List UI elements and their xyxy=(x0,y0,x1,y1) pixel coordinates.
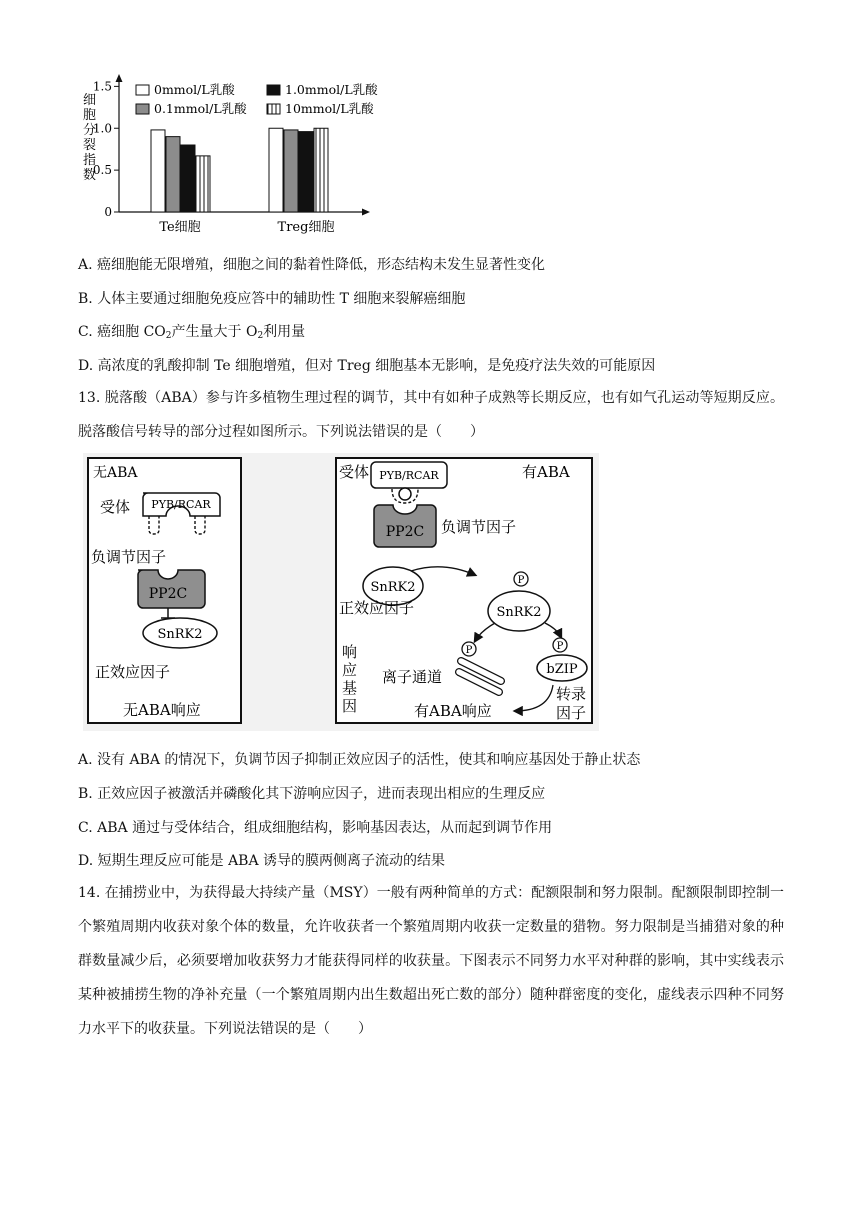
gene-label-1: 响 xyxy=(342,643,358,661)
y-tick-label: 1.5 xyxy=(92,79,112,94)
bar-0-1 xyxy=(166,137,180,212)
right-pos-effector-label: 正效应因子 xyxy=(339,599,415,617)
left-pos-effector-label: 正效应因子 xyxy=(95,663,171,681)
q12-option-c xyxy=(78,323,305,345)
y-tick-label: 1.0 xyxy=(92,121,112,136)
phosphate-label-bzip: P xyxy=(556,641,564,652)
left-snrk2-label: SnRK2 xyxy=(157,627,203,642)
q13-option-b: B. 正效应因子被激活并磷酸化其下游响应因子，进而表现出相应的生理反应 xyxy=(78,786,546,802)
y-tick-label: 0 xyxy=(104,205,112,219)
gene-label-4: 因 xyxy=(342,697,358,715)
q13-option-d: D. 短期生理反应可能是 ABA 诱导的膜两侧离子流动的结果 xyxy=(78,853,446,869)
right-title: 有ABA xyxy=(522,463,570,481)
y-tick-label: 0.5 xyxy=(92,163,112,178)
x-axis-arrow-icon xyxy=(362,209,370,216)
aba-molecule-icon xyxy=(399,488,411,500)
left-footer: 无ABA响应 xyxy=(123,701,201,719)
panel-no-aba-title: 无ABA xyxy=(93,465,138,481)
right-snrk2-inactive-label: SnRK2 xyxy=(370,580,416,595)
phosphate-label-channel: P xyxy=(465,645,473,656)
legend-label-0: 0mmol/L乳酸 xyxy=(154,82,235,97)
ion-channel-label: 离子通道 xyxy=(382,668,443,686)
right-receptor-name: PYB/RCAR xyxy=(379,469,439,482)
bar-1-1 xyxy=(284,130,298,212)
bar-1-3 xyxy=(314,128,328,212)
q13-option-a: A. 没有 ABA 的情况下，负调节因子抑制正效应因子的活性，使其和响应基因处于静止状态 xyxy=(78,752,641,768)
phosphate-label-snrk2: P xyxy=(517,575,525,586)
left-pp2c-label: PP2C xyxy=(148,586,188,602)
tf-label-2: 因子 xyxy=(556,704,587,722)
q12-option-c-part3: 利用量 xyxy=(263,324,306,340)
q12-option-c-sub2: 2 xyxy=(257,331,264,341)
gene-label-2: 应 xyxy=(342,661,358,679)
bar-chart xyxy=(70,70,400,240)
right-snrk2-active-label: SnRK2 xyxy=(496,605,542,620)
legend-label-3: 10mmol/L乳酸 xyxy=(285,101,374,116)
bar-0-0 xyxy=(151,130,165,212)
left-receptor-name: PYB/RCAR xyxy=(151,498,211,511)
bar-1-0 xyxy=(269,128,283,212)
q12-option-c-part1: C. 癌细胞 CO xyxy=(78,324,166,340)
legend-swatch-2 xyxy=(267,85,280,95)
category-label-te: Te细胞 xyxy=(159,220,201,235)
q12-option-b: B. 人体主要通过细胞免疫应答中的辅助性 T 细胞来裂解癌细胞 xyxy=(78,291,466,307)
bar-1-2 xyxy=(299,132,313,212)
right-receptor-label: 受体 xyxy=(339,463,370,481)
legend-swatch-3 xyxy=(267,104,280,114)
right-pp2c-label: PP2C xyxy=(385,524,425,540)
q12-option-c-part2: 产生量大于 O xyxy=(171,324,258,340)
q12-option-c-sub1: 2 xyxy=(165,331,172,341)
q12-option-a: A. 癌细胞能无限增殖，细胞之间的黏着性降低，形态结构未发生显著性变化 xyxy=(78,257,546,273)
aba-signaling-diagram xyxy=(83,453,599,731)
legend-label-1: 0.1mmol/L乳酸 xyxy=(154,101,247,116)
y-axis-label: 细胞分裂指数 xyxy=(83,93,97,183)
q13-stem: 13. 脱落酸（ABA）参与许多植物生理过程的调节，其中有如种子成熟等长期反应，也有如气孔运动等短期反应。脱落酸信号转导的部分过程如图所示。下列说法错误的是（ ） xyxy=(78,390,784,440)
left-receptor-label: 受体 xyxy=(100,498,131,516)
legend-swatch-0 xyxy=(136,85,149,95)
bar-0-2 xyxy=(181,145,195,212)
right-response-label: 有ABA响应 xyxy=(414,702,492,720)
tf-label-1: 转录 xyxy=(556,685,587,703)
bar-0-3 xyxy=(196,156,210,212)
q13-option-c: C. ABA 通过与受体结合，组成细胞结构，影响基因表达，从而起到调节作用 xyxy=(78,820,553,836)
legend-swatch-1 xyxy=(136,104,149,114)
q12-option-d: D. 高浓度的乳酸抑制 Te 细胞增殖，但对 Treg 细胞基本无影响，是免疫疗法失效的可能原因 xyxy=(78,358,656,374)
category-label-treg: Treg细胞 xyxy=(277,220,335,235)
q14-stem: 14. 在捕捞业中，为获得最大持续产量（MSY）一般有两种简单的方式：配额限制和努力限制。配额限制即控制一个繁殖周期内收获对象个体的数量，允许收获者一个繁殖周期内收获一定数量的猎物。努力限制是当捕猎对象的种群数量减少后，必须要增加收获努力才能获得同样的收获量。下图表示不同努力水平对种群的影响，其中实线表示某种被捕捞生物的净补充量（一个繁殖周期内出生数超出死亡数的部分）随种群密度的变化，虚线表示四种不同努力水平下的收获量。下列说法错误的是（ ） xyxy=(78,885,784,1037)
gene-label-3: 基 xyxy=(342,679,358,697)
y-axis-arrow-icon xyxy=(116,74,123,82)
right-neg-regulator-label: 负调节因子 xyxy=(441,518,517,536)
left-neg-regulator-label: 负调节因子 xyxy=(91,548,167,566)
legend-label-2: 1.0mmol/L乳酸 xyxy=(285,82,378,97)
bzip-label: bZIP xyxy=(546,662,578,677)
